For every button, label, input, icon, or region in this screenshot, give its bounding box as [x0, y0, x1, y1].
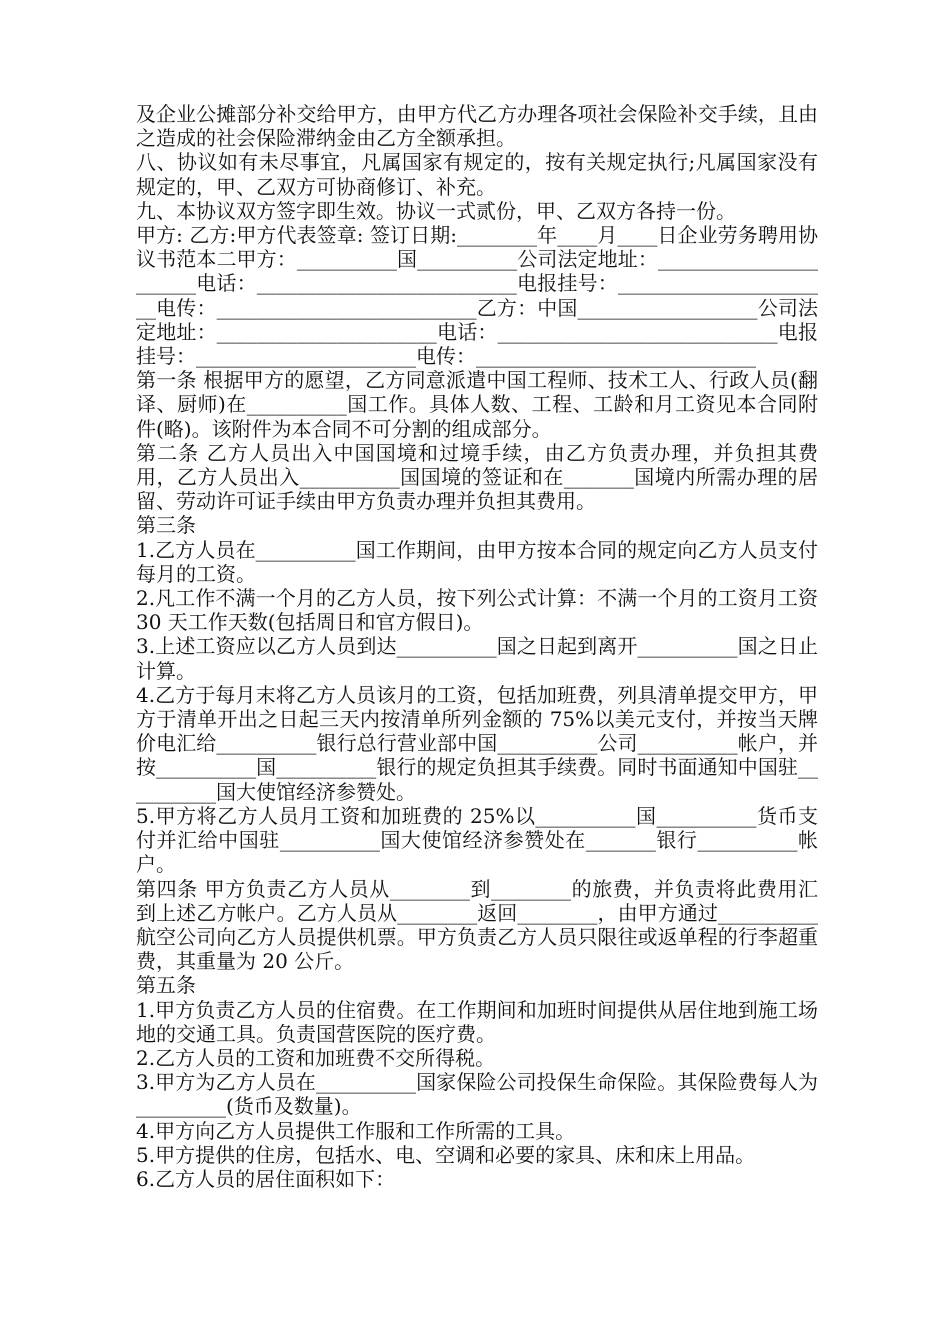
article-2: 第二条 乙方人员出入中国国境和过境手续，由乙方负责办理，并负担其费用，乙方人员出入__________国国境的签证和在_______国境内所需办理的居留、劳动许可证手续由甲方负责办理并负担其费用。 — [136, 440, 818, 514]
article-5-item-2: 2.乙方人员的工资和加班费不交所得税。 — [136, 1045, 496, 1070]
article-1: 第一条 根据甲方的愿望，乙方同意派遣中国工程师、技术工人、行政人员(翻译、厨师)在__________国工作。具体人数、工程、工龄和月工资见本合同附件(略)。该附件为本合同不可分割的组成部分。 — [136, 368, 818, 441]
article-3-heading: 第三条 — [136, 513, 196, 538]
paragraph-social-insurance: 及企业公摊部分补交给甲方，由甲方代乙方办理各项社会保险补交手续，且由之造成的社会保险滞纳金由乙方全额承担。 — [136, 102, 818, 151]
article-5-heading: 第五条 — [136, 973, 196, 998]
article-5-item-1: 1.甲方负责乙方人员的住宿费。在工作期间和加班时间提供从居住地到施工场地的交通工具。负责国营医院的医疗费。 — [136, 997, 818, 1046]
clause-8: 八、协议如有未尽事宜，凡属国家有规定的，按有关规定执行;凡属国家没有规定的，甲、乙双方可协商修订、补充。 — [136, 150, 818, 199]
article-3-item-5: 5.甲方将乙方人员月工资和加班费的 25%以__________国__________货币支付并汇给中国驻__________国大使馆经济参赞处在_______银行__________帐户。 — [136, 803, 818, 877]
document-body — [136, 102, 818, 1191]
article-3-item-1: 1.乙方人员在__________国工作期间，由甲方按本合同的规定向乙方人员支付每月的工资。 — [136, 537, 818, 586]
article-5-item-4: 4.甲方向乙方人员提供工作服和工作所需的工具。 — [136, 1118, 576, 1143]
article-4: 第四条 甲方负责乙方人员从________到________的旅费，并负责将此费用汇到上述乙方帐户。乙方人员从________返回________，由甲方通过__________航空公司向乙方人员提供机票。甲方负责乙方人员只限往或返单程的行李超重费，其重量为 20 公斤。 — [136, 876, 818, 974]
article-5-item-5: 5.甲方提供的住房，包括水、电、空调和必要的家具、床和床上用品。 — [136, 1142, 756, 1167]
article-5-item-6: 6.乙方人员的居住面积如下： — [136, 1166, 396, 1191]
clause-9: 九、本协议双方签字即生效。协议一式贰份，甲、乙双方各持一份。 — [136, 198, 736, 223]
article-3-item-4: 4.乙方于每月末将乙方人员该月的工资，包括加班费，列具清单提交甲方，甲方于清单开出之日起三天内按清单所列金额的 75%以美元支付，并按当天牌价电汇给__________银行总行营业部中国__________公司__________帐户，并按__________国__________银行的规定负担其手续费。同时书面通知中国驻__________国大使馆经济参赞处。 — [136, 682, 818, 804]
article-5-item-3: 3.甲方为乙方人员在__________国家保险公司投保生命保险。其保险费每人为_________(货币及数量)。 — [136, 1070, 818, 1119]
article-3-item-3: 3.上述工资应以乙方人员到达__________国之日起到离开__________国之日止计算。 — [136, 634, 818, 683]
article-3-item-2: 2.凡工作不满一个月的乙方人员，按下列公式计算：不满一个月的工资月工资 30 天工作天数(包括周日和官方假日)。 — [136, 586, 818, 635]
signature-and-parties-block: 甲方: 乙方:甲方代表签章: 签订日期:________年____月____日企业劳务聘用协议书范本二甲方：__________国__________公司法定地址：______________________电话：__________________________电报挂号：______________________电传：__________________________乙方：中国__________________公司法定地址：______________________电话：____________________________电报挂号：______________________电传：____________________________ — [136, 223, 818, 369]
